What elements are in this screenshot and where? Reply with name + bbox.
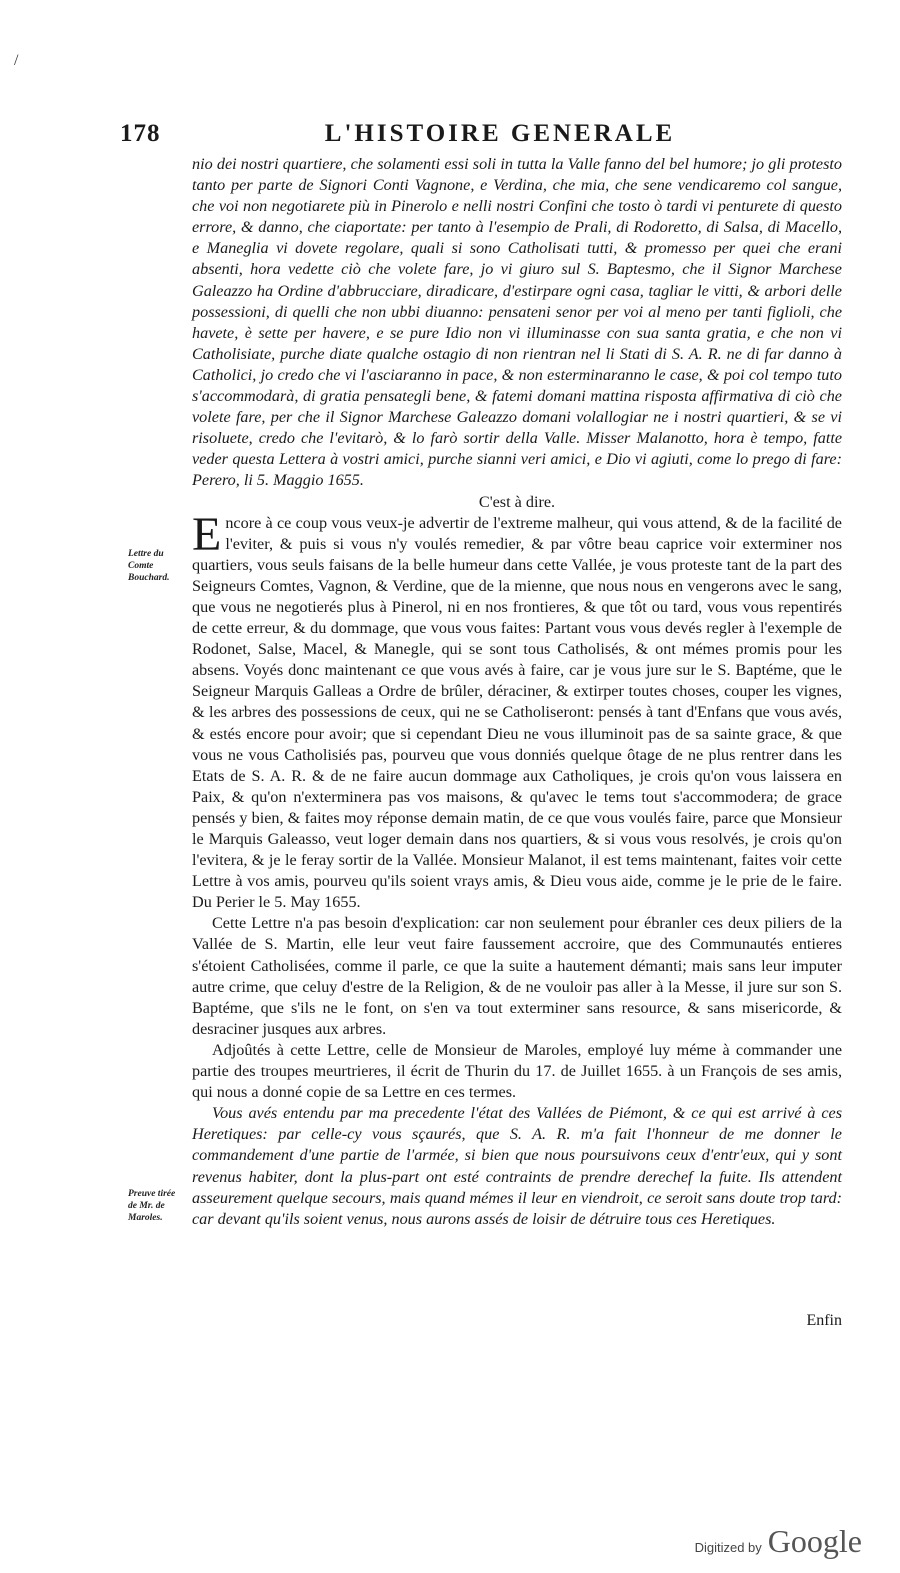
stray-mark: / xyxy=(14,52,19,69)
page-header xyxy=(120,120,840,154)
drop-cap: E xyxy=(192,507,222,561)
maroles-letter-text: Vous avés entendu par ma precedente l'état des Vallées de Piémont, & ce qui est arrivé à ces Heretiques: par celle-cy vous sçaurés, que S. A. R. m'a fait l'honneur de me donner le commandement d'une partie de l'armée, si bien que nous poursuivons ceux d'entr'eux, qui y sont revenus habiter, dont la plus-part ont esté contraints de prendre derechef la fuite. Ils attendent asseurement quelque secours, mais quand mémes il leur en viendroit, ce seroit sans doute trop tard: car devant qu'ils soient venus, nous aurons assés de loisir de détruire tous ces Heretiques. xyxy=(192,1104,842,1228)
digitized-footer xyxy=(695,1523,862,1560)
translation-paragraph xyxy=(192,507,842,914)
page-number: 178 xyxy=(120,120,161,147)
page-body xyxy=(192,154,842,1230)
translation-text: ncore à ce coup vous veux-je advertir de l'extreme malheur, qui vous attend, & de la facilité de l'eviter, & puis si vous n'y voulés remedier, & par vôtre beau caprice voir exterminer nos quartiers, vous seuls faisans de la belle humeur dans cette Vallée, je vous proteste tant de la part des Seigneurs Comtes, Vagnon, & Verdine, que de la mienne, que nous nous en vengerons avec le sang, que vous ne negotierés plus à Pinerol, ni en nos frontieres, & que tôt ou tard, vous vous repentirés de cette erreur, & du dommage, que vous vous faites: Partant vous vous devés regler à l'exemple de Rodonet, Salse, Macel, & Manegle, qui se sont tous Catholisés, & ont mémes promis pour les absens. Voyés donc maintenant ce que vous avés à faire, car je vous jure sur le S. Baptéme, que le Seigneur Marquis Galleas a Ordre de brûler, déraciner, & extirper toutes choses, couper les vignes, & les arbres des possessions de ceux, qui ne se Catholiseront: pensés à tant d'Enfans que vous avés, & estés encore pour avoir; que si cependant Dieu ne vous illuminoit pas de sa sainte grace, & que vous ne vous Catholisiés pas, pourveu que vous donniés quelque ôtage de ne plus rentrer dans les Etats de S. A. R. & de ne faire aucun dommage aux Catholiques, je crois qu'on vous laissera en Paix, & qu'on n'exterminera pas vos maisons, & qu'avec le tems tout s'accommodera; de grace pensés y bien, & faites moy réponse demain matin, de ce que vous voulés faire, parce que Monsieur le Marquis Galeasso, veut loger demain dans nos quartiers, & si vous vous resolvés, je crois qu'on l'evitera, & je le feray sortir de la Vallée. Monsieur Malanot, il est tems maintenant, faites voir cette Lettre à vos amis, pourveu qu'ils soient vrays amis, & Dieu vous aide, comme je le prie de le faire. Du Perier le 5. May 1655. xyxy=(192,513,842,912)
google-logo: Google xyxy=(767,1523,862,1559)
maroles-letter xyxy=(192,1103,842,1230)
commentary-paragraph: Adjoûtés à cette Lettre, celle de Monsieur de Maroles, employé luy méme à commander une partie des troupes meurtrieres, il écrit de Thurin du 17. de Juillet 1655. à un François de ses amis, qui nous a donné copie de sa Lettre en ces termes. xyxy=(192,1040,842,1102)
italian-letter-text: nio dei nostri quartiere, che solamenti essi soli in tutta la Valle fanno del bel humore; jo gli protesto tanto per parte de Signori Conti Vagnone, e Verdina, che mia, che sene vendicaremo col sangue, che voi non negotiarete più in Pinerolo e nelli nostri Confini che tosto ò tardi vi penturete di questo errore, & danno, che ciaportate: per tanto à l'esempio de Prali, di Rodoretto, di Salsa, di Macello, e Maneglia vi dovete regolare, quali si sono Catholisati tutti, & promesso per quei che erani absenti, hora vedette ciò che volete fare, jo vi giuro sul S. Baptesmo, che il Signor Marchese Galeazzo ha Ordine d'abbrucciare, diradicare, d'estirpare ogni casa, tagliar le vitti, & arbori delle possessioni, di quelli che non ubbi diuanno: pensateni senor per voi al meno per tanti figlioli, che havete, è sette per havere, e se pure Idio non vi illuminasse con sua santa gratia, e che non vi Catholisiate, purche diate qualche ostagio di non rientran nel li Stati di S. A. R. ne di far danno à Catholici, jo credo che vi l'asciaranno in pace, & non esterminaranno le case, & poi col tempo tuto s'accommodarà, di gratia pensategli bene, & fatemi domani mattina risposta affirmativa di ciò che volete fare, per che il Signor Marchese Galeazzo domani volallogiar ne i nostri quartieri, & se vi risoluete, credo che l'evitarò, & lo farò sortir della Valle. Misser Malanotto, hora è tempo, fatte veder questa Lettera à vostri amici, purche sianni veri amici, e Dio vi agiuti, come lo prego di fare: Perero, li 5. Maggio 1655. xyxy=(192,155,842,490)
catchword: Enfin xyxy=(806,1312,842,1329)
margin-note-bouchard: Lettre du Comte Bouchard. xyxy=(128,549,170,583)
section-heading: C'est à dire. xyxy=(478,492,556,511)
footer-label: Digitized by xyxy=(694,1540,762,1555)
running-head: L'HISTOIRE GENERALE xyxy=(324,120,676,147)
commentary-paragraph: Cette Lettre n'a pas besoin d'explication: car non seulement pour ébranler ces deux piliers de la Vallée de S. Martin, elle leur veut faire faussement accroire, que des Communautés entieres s'étoient Catholisées, comme il parle, ce que la suite a hautement démanti; mais sans leur imputer autre crime, que celuy d'estre de la Religion, & de ne vouloir pas aller à la Messe, il jure sur son S. Baptéme, que s'ils ne le font, on s'en va tout exterminer sans resource, & sans misericorde, & desraciner jusques aux arbres. xyxy=(192,914,842,1038)
margin-note-maroles: Preuve tirée de Mr. de Maroles. xyxy=(128,1189,176,1223)
